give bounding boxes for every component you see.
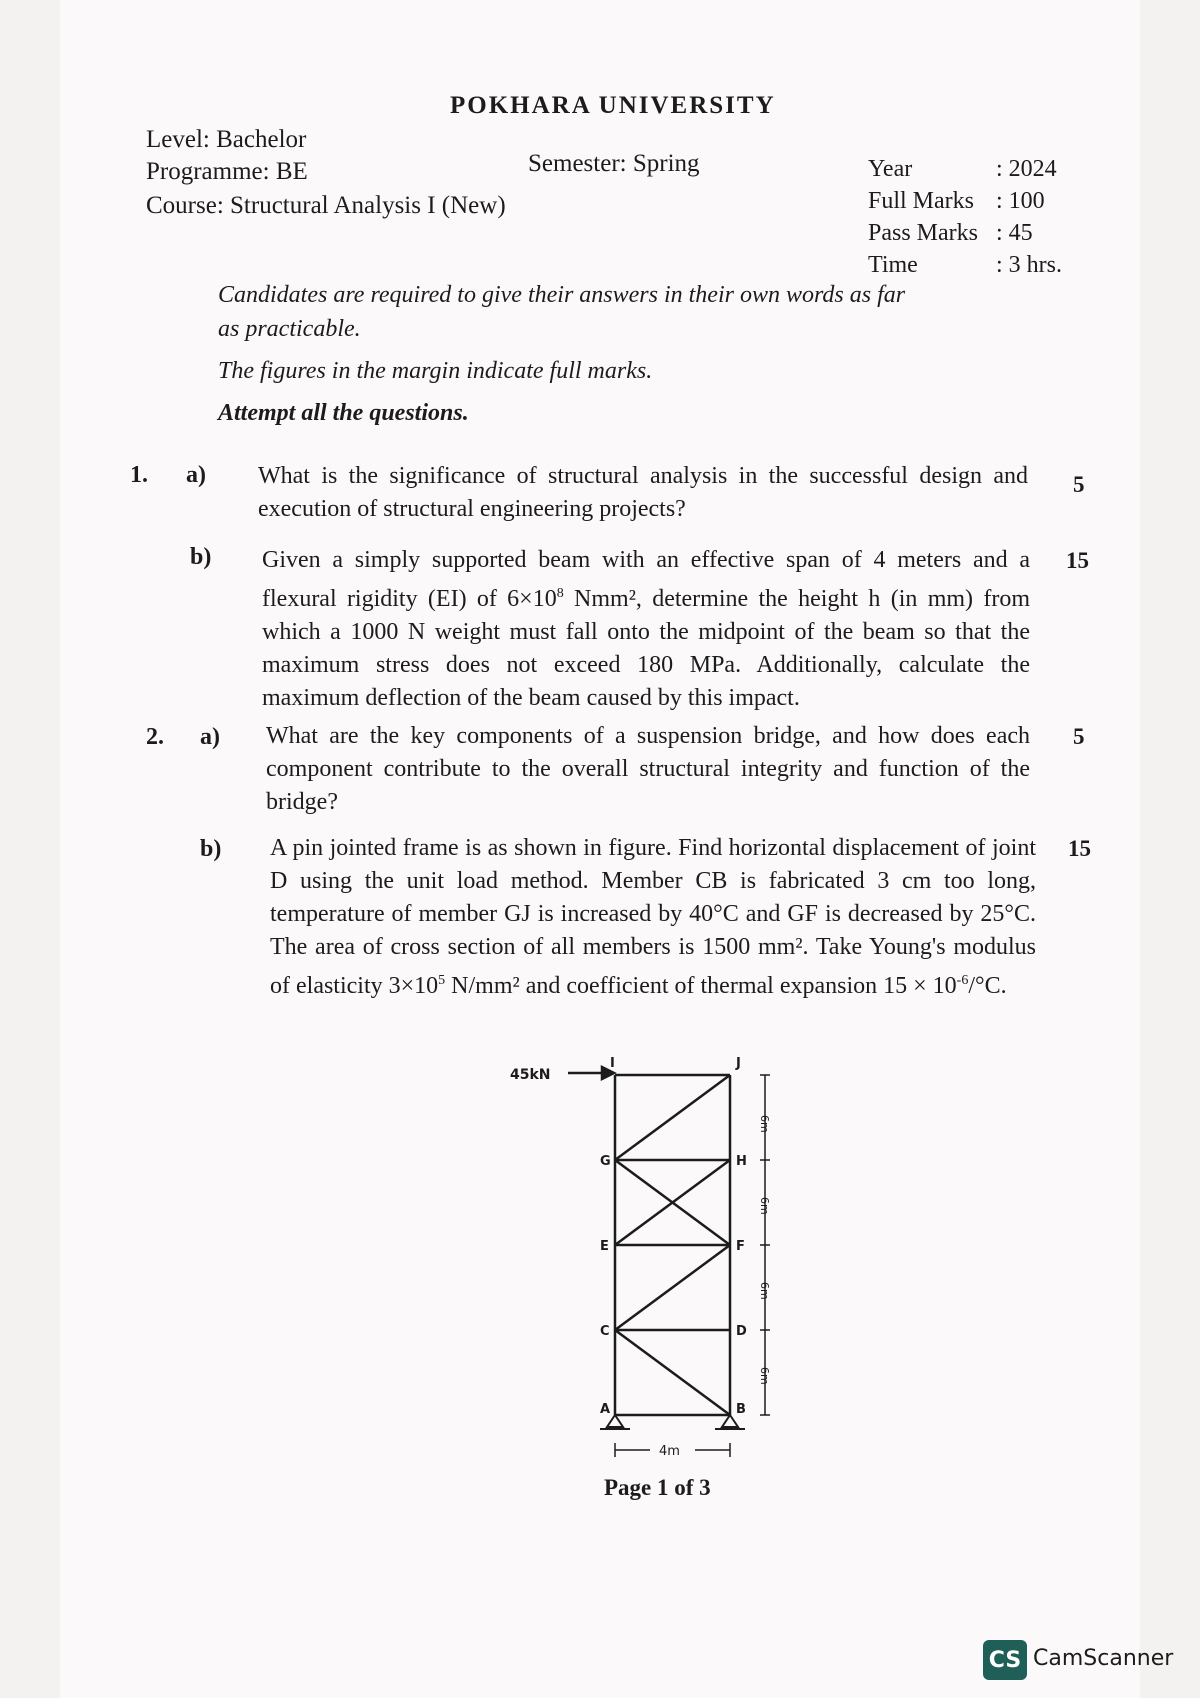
- question-1b-label: b): [190, 544, 212, 570]
- dim-panel-4: 6m: [758, 1367, 771, 1385]
- node-A: A: [600, 1402, 611, 1417]
- question-1a-marks: 5: [1073, 472, 1085, 497]
- full-marks-label: Full Marks: [868, 188, 975, 214]
- pass-marks-label: Pass Marks: [868, 220, 979, 246]
- node-E: E: [600, 1239, 609, 1254]
- page-number: Page 1 of 3: [604, 1475, 711, 1500]
- question-2a-label: a): [200, 724, 220, 750]
- support-B: [715, 1415, 745, 1429]
- level: Level: Bachelor: [146, 126, 307, 153]
- node-B: B: [736, 1402, 746, 1417]
- node-C: C: [600, 1324, 610, 1339]
- support-A: [600, 1415, 630, 1429]
- time-value: : 3 hrs.: [996, 252, 1062, 278]
- time-label: Time: [868, 252, 918, 278]
- width-dimension: 4m: [659, 1444, 680, 1459]
- question-2a-text: What are the key components of a suspension bridge, and how does each component contribute to the overall structural integrity and function of the bridge?: [266, 723, 1030, 815]
- question-1b-text: Given a simply supported beam with an effective span of 4 meters and a flexural rigidity (EI) of $6\times 10^8$ Nmm², determine the height h (in mm) from which a 1000 N weight must fall onto the midpoint of the beam so that the maximum stress does not exceed 180 MPa. Additionally, calculate the maximum deflection of the beam caused by this impact.: [262, 547, 1031, 711]
- node-J: J: [736, 1056, 741, 1071]
- node-F: F: [736, 1239, 745, 1254]
- node-I: I: [610, 1056, 615, 1071]
- question-2b-label: b): [200, 836, 222, 862]
- camscanner-logo: CS: [983, 1640, 1027, 1680]
- question-2b-text: A pin jointed frame is as shown in figure. Find horizontal displacement of joint D using the unit load method. Member CB is fabricated 3 cm too long, temperature of member GJ is increased by 40°C and GF is decreased by 25°C. The area of cross section of all members is 1500 mm². Take Young's modulus of elasticity $3\times 10^5$ N/mm² and coefficient of thermal expansion $15 \times 10^{-6}/^\circ C$.: [270, 835, 1036, 999]
- question-1b-marks: 15: [1066, 548, 1089, 573]
- question-1a-label: a): [186, 462, 206, 488]
- dim-panel-1: 6m: [758, 1115, 771, 1133]
- instruction-marks: The figures in the margin indicate full marks.: [218, 358, 653, 384]
- instruction-line-1: Candidates are required to give their answers in their own words as far: [218, 282, 906, 308]
- question-2b-marks: 15: [1068, 836, 1091, 861]
- member-CB: [615, 1330, 730, 1415]
- node-D: D: [736, 1324, 747, 1339]
- truss-figure: [480, 1045, 810, 1465]
- course: Course: Structural Analysis I (New): [146, 192, 506, 219]
- question-2a-marks: 5: [1073, 724, 1085, 749]
- question-1-number: 1.: [130, 462, 148, 488]
- programme: Programme: BE: [146, 158, 308, 185]
- year-label: Year: [868, 156, 913, 182]
- pass-marks-value: : 45: [996, 220, 1033, 246]
- node-G: G: [600, 1154, 611, 1169]
- year-value: : 2024: [996, 156, 1057, 182]
- semester: Semester: Spring: [528, 150, 700, 177]
- question-2-number: 2.: [146, 724, 164, 750]
- camscanner-text: CamScanner: [1033, 1646, 1174, 1671]
- node-H: H: [736, 1154, 747, 1169]
- member-FC: [615, 1245, 730, 1330]
- dim-panel-3: 6m: [758, 1282, 771, 1300]
- instruction-attempt: Attempt all the questions.: [218, 400, 469, 426]
- dim-panel-2: 6m: [758, 1197, 771, 1215]
- instruction-line-2: as practicable.: [218, 316, 361, 342]
- load-arrow: [568, 1067, 614, 1079]
- university-title: POKHARA UNIVERSITY: [450, 92, 776, 119]
- member-GJ: [615, 1075, 730, 1160]
- load-label: 45kN: [510, 1067, 551, 1083]
- question-1a-text: What is the significance of structural analysis in the successful design and execution of structural engineering projects?: [258, 463, 1028, 522]
- full-marks-value: : 100: [996, 188, 1045, 214]
